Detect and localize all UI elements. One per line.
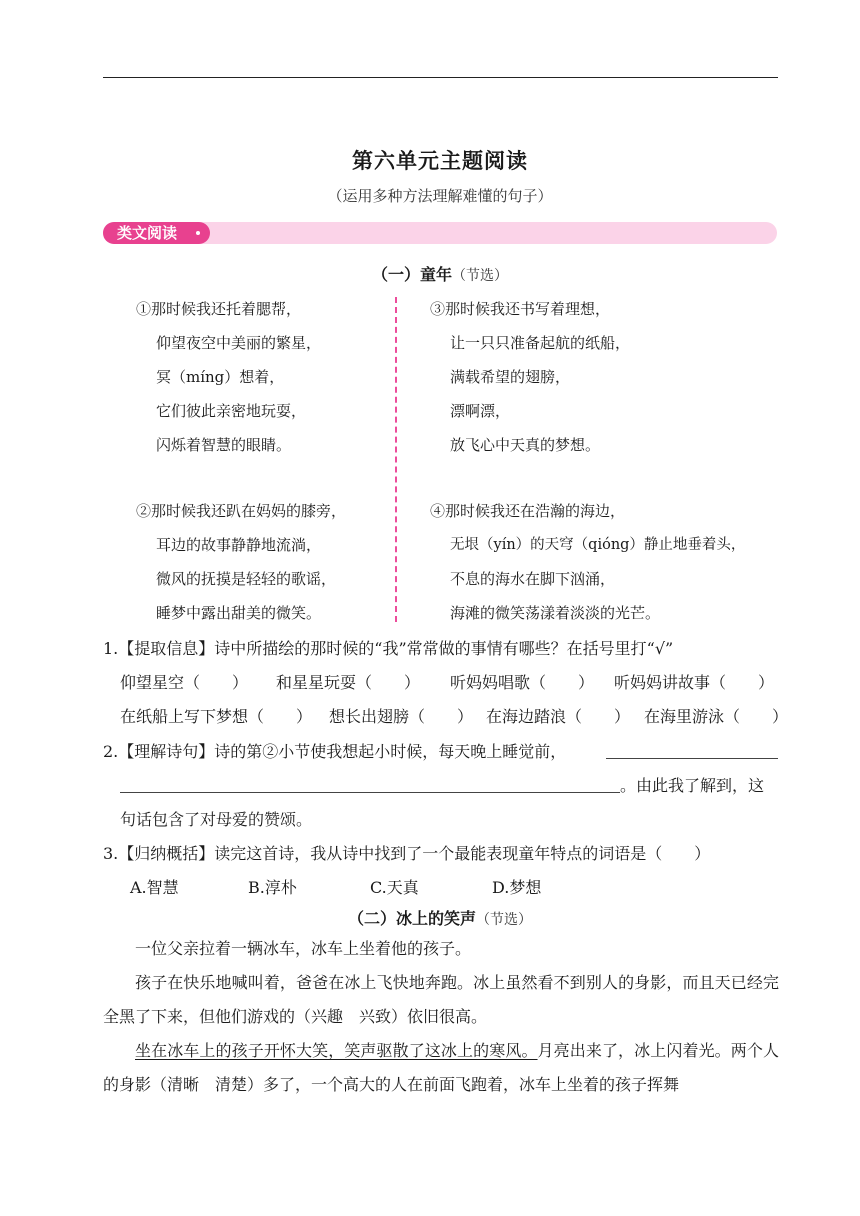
paragraph-rest: 月亮出来了，冰上闪着光。两个人的身影（清晰 清楚）多了，一个高大的人在前面飞跑着，冰车上坐着的孩子挥舞 — [103, 1041, 779, 1094]
q3-choice-a[interactable]: A.智慧 — [130, 878, 179, 897]
column-divider — [395, 297, 397, 622]
underlined-sentence: 坐在冰车上的孩子开怀大笑，笑声驱散了这冰上的寒风。 — [135, 1041, 538, 1060]
poem-line: 耳边的故事静静地流淌， — [156, 536, 322, 554]
poem-line: 仰望夜空中美丽的繁星， — [156, 334, 322, 352]
answer-blank[interactable] — [606, 740, 778, 759]
stanza-4 — [430, 494, 745, 630]
story-paragraph: 孩子在快乐地喊叫着，爸爸在冰上飞快地奔跑。冰上虽然看不到别人的身影，而且天已经完全黑了下来，但他们游戏的（兴趣 兴致）依旧很高。 — [103, 973, 779, 1026]
poem-title-text: （一）童年 — [371, 265, 452, 284]
poem-line: 闪烁着智慧的眼睛。 — [156, 436, 292, 454]
story-title-text: （二）冰上的笑声 — [347, 909, 476, 928]
q2-text: 诗的第②小节使我想起小时候，每天晚上睡觉前， — [214, 742, 567, 761]
q1-option[interactable]: 听妈妈讲故事（ ） — [614, 673, 775, 692]
poem-title-note: （节选） — [452, 268, 508, 284]
q1-number: 1. — [103, 639, 119, 658]
poem-line: 微风的抚摸是轻轻的歌谣， — [156, 570, 337, 588]
page-subtitle: （运用多种方法理解难懂的句子） — [327, 187, 553, 205]
header-rule — [103, 77, 778, 78]
stanza-3 — [430, 292, 630, 462]
question-1 — [103, 636, 673, 659]
stanza-1 — [136, 292, 321, 462]
answer-blank[interactable] — [120, 774, 620, 793]
poem-line: 无垠（yín）的天穹（qióng）静止地垂着头， — [450, 537, 746, 553]
q3-number: 3. — [103, 844, 119, 863]
poem-line: 睡梦中露出甜美的微笑。 — [156, 604, 322, 622]
q3-text: 读完这首诗，我从诗中找到了一个最能表现童年特点的词语是（ ） — [214, 844, 711, 863]
dot-icon — [196, 231, 200, 235]
question-3 — [103, 841, 710, 864]
banner-label: 类文阅读 — [117, 224, 178, 242]
q3-choice-d[interactable]: D.梦想 — [492, 878, 542, 897]
page-title: 第六单元主题阅读 — [352, 149, 528, 173]
poem-line: 海滩的微笑荡漾着淡淡的光芒。 — [450, 604, 661, 622]
poem-line: 让一只只准备起航的纸船， — [450, 334, 631, 352]
q2-heading: 【理解诗句】 — [118, 742, 215, 761]
q1-option[interactable]: 听妈妈唱歌（ ） — [450, 673, 595, 692]
poem-line: 冥（míng）想着， — [156, 368, 285, 386]
poem-line: ②那时候我还趴在妈妈的膝旁， — [136, 502, 347, 520]
q2-continuation: 。由此我了解到，这 — [620, 776, 765, 795]
poem-line: ④那时候我还在浩瀚的海边， — [430, 502, 626, 520]
poem-line: ③那时候我还书写着理想， — [430, 300, 611, 318]
q3-choice-c[interactable]: C.天真 — [370, 878, 419, 897]
q2-number: 2. — [103, 742, 119, 761]
q3-heading: 【归纳概括】 — [118, 844, 215, 863]
q1-option[interactable]: 在纸船上写下梦想（ ） — [120, 707, 313, 726]
poem-line: 不息的海水在脚下汹涌， — [450, 570, 616, 588]
poem-line: 它们彼此亲密地玩耍， — [156, 402, 307, 420]
section-banner — [103, 222, 777, 244]
q1-option[interactable]: 想长出翅膀（ ） — [329, 707, 474, 726]
stanza-2 — [136, 494, 346, 630]
q2-line3: 句话包含了对母爱的赞颂。 — [120, 810, 313, 829]
poem-line: ①那时候我还托着腮帮， — [136, 300, 302, 318]
q1-text: 诗中所描绘的那时候的“我”常常做的事情有哪些？在括号里打“√” — [214, 639, 674, 658]
poem-line: 放飞心中天真的梦想。 — [450, 436, 601, 454]
story-paragraph — [103, 1034, 779, 1102]
story-title — [0, 906, 860, 929]
q1-option[interactable]: 在海里游泳（ ） — [644, 707, 789, 726]
q1-heading: 【提取信息】 — [118, 639, 215, 658]
q1-option[interactable]: 和星星玩耍（ ） — [276, 673, 421, 692]
story-title-note: （节选） — [476, 912, 532, 928]
q3-choice-b[interactable]: B.淳朴 — [248, 878, 297, 897]
q1-option[interactable]: 在海边踏浪（ ） — [486, 707, 631, 726]
q1-option[interactable]: 仰望星空（ ） — [120, 673, 249, 692]
banner-tag — [103, 222, 210, 244]
poem-line: 满载希望的翅膀， — [450, 368, 571, 386]
poem-title — [0, 262, 860, 285]
poem-line: 漂啊漂， — [450, 402, 511, 420]
story-body — [103, 932, 779, 1102]
story-paragraph: 一位父亲拉着一辆冰车，冰车上坐着他的孩子。 — [135, 939, 472, 958]
question-2 — [103, 739, 566, 762]
